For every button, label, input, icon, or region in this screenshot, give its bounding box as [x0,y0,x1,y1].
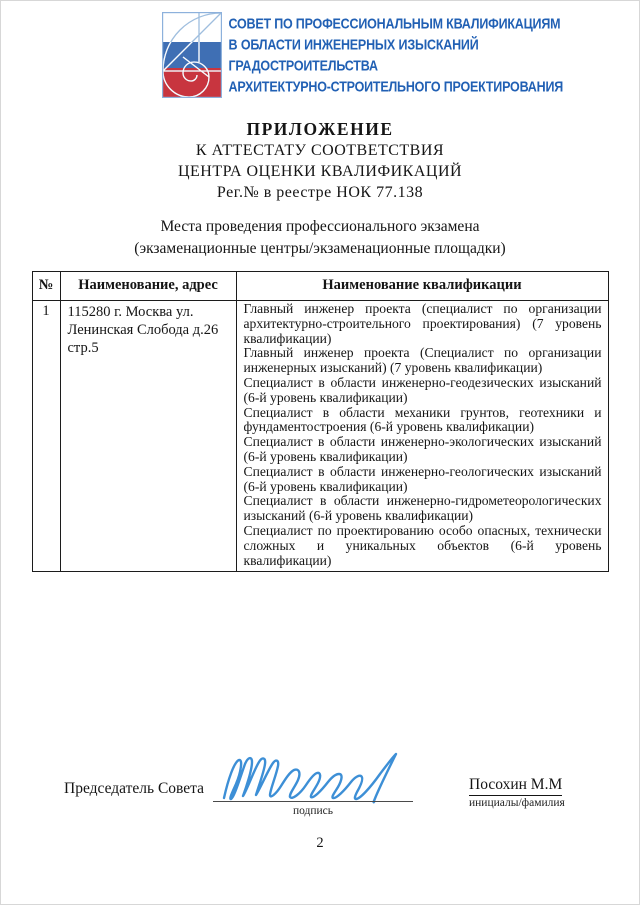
qualification-item: Главный инженер проекта (Специалист по организации инженерных изысканий) (7 уровень квалификации) [243,345,602,376]
page-number: 2 [316,835,324,851]
header-number: № [32,272,60,301]
handwritten-signature [218,750,418,806]
qualification-item: Главный инженер проекта (специалист по организации архитектурно-строительного проектирования) (7 уровень квалификации) [243,301,602,346]
title-appendix: ПРИЛОЖЕНИЕ [246,119,394,139]
row-address-cell: 115280 г. Москва ул. Ленинская Слобода д.26 стр.5 [60,301,236,572]
subtitle-block [0,216,640,260]
signature-caption: подпись [292,805,334,817]
title-attestation: К АТТЕСТАТУ СООТВЕТСТВИЯ [195,142,445,159]
chairman-label: Председатель Совета [64,780,204,797]
header-qualification: Наименование квалификации [236,272,608,301]
subtitle-line-1: Места проведения профессионального экзамена [160,218,480,235]
org-name-line-1: СОВЕТ ПО ПРОФЕССИОНАЛЬНЫМ КВАЛИФИКАЦИЯМ [228,15,561,33]
qualification-item: Специалист в области инженерно-экологических изысканий (6-й уровень квалификации) [243,434,602,464]
title-reg-number: Рег.№ в реестре НОК 77.138 [216,184,424,201]
org-header [0,0,640,103]
chairman-name: Посохин М.М [469,776,562,796]
chairman-name-caption: инициалы/фамилия [469,797,565,809]
qualification-item: Специалист в области инженерно-геодезических изысканий (6-й уровень квалификации) [243,374,602,405]
row-qualifications-cell [236,301,608,572]
header-name-address: Наименование, адрес [60,272,236,301]
exam-locations-table [32,271,609,572]
signature-line [213,801,413,802]
org-name-line-3: ГРАДОСТРОИТЕЛЬСТВА [228,57,378,75]
title-center: ЦЕНТРА ОЦЕНКИ КВАЛИФИКАЦИЙ [177,163,463,180]
org-name-line-4: АРХИТЕКТУРНО-СТРОИТЕЛЬНОГО ПРОЕКТИРОВАНИЯ [228,78,564,96]
org-name-line-2: В ОБЛАСТИ ИНЖЕНЕРНЫХ ИЗЫСКАНИЙ [228,36,479,54]
qualification-item: Специалист в области инженерно-гидрометеорологических изысканий (6-й уровень квалификации) [243,493,602,524]
org-name-lines [228,12,564,98]
subtitle-line-2: (экзаменационные центры/экзаменационные площадки) [134,240,506,257]
table-header-row [32,272,608,301]
table-row [32,301,608,572]
qualification-item: Специалист в области механики грунтов, геотехники и фундаментостроения (6-й уровень квалификации) [243,404,602,435]
qualification-item: Специалист по проектированию особо опасных, технически сложных и уникальных объектов (6-й уровень квалификации) [243,522,602,568]
qualification-item: Специалист в области инженерно-геологических изысканий (6-й уровень квалификации) [243,463,602,494]
row-number-cell: 1 [32,301,60,572]
golden-spiral-flag-logo-icon [162,12,222,103]
document-title-block [0,118,640,203]
